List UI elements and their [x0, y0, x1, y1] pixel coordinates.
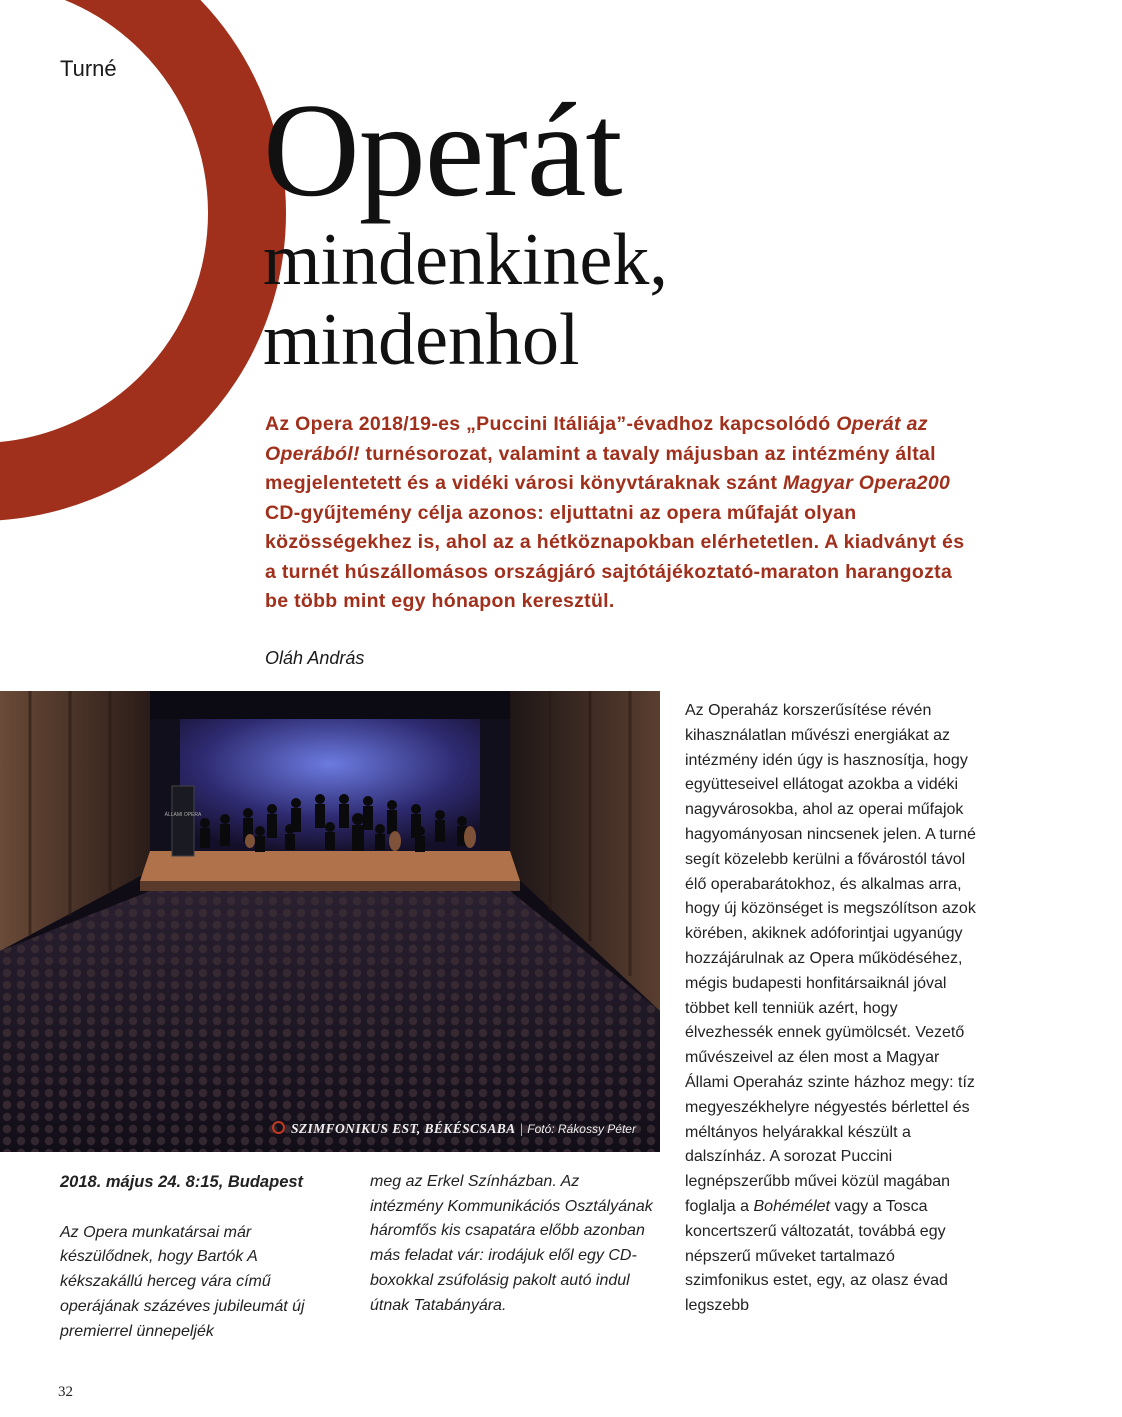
dateline: 2018. május 24. 8:15, Budapest [60, 1173, 304, 1191]
sign-banner [172, 786, 194, 856]
column-2-text: meg az Erkel Színházban. Az intézmény Kommunikációs Osztályának háromfős kis csapatára előbb azonban más feladat vár: irodájuk elől egy CD-boxokkal zsúfolásig pakolt autó indul útnak Tatabányára. [370, 1173, 653, 1314]
lead-text-2: turnésorozat, valamint a tavaly májusban az intézmény által megjelentetett és a vidéki városi könyvtáraknak szánt [265, 442, 936, 494]
column-3-text-1: Az Operaház korszerűsítése révén kihasználatlan művészi energiákat az intézmény idén úgy is hasznosítja, hogy együtteseivel ellátogat azokba a vidéki nagyvárosokba, ahol az operai műfajok hagyományosan nincsenek jelen. A turné segít közelebb kerülni a fővárostól távol élő operabarátokhoz, és alkalmas arra, hogy új közönséget is megszólítson azok körében, akiknek adóforintjai ugyanúgy hozzájárulnak az Opera működéséhez, mégis budapesti honfitársaiknál jóval többet kell tenniük azért, hogy élvezhessék ennek gyümölcsét. Vezető művészeivel az élen most a Magyar Állami Operaház szinte házhoz megy: tíz megyeszékhelyre négyestés bérlettel és méltányos helyárakkal készült a dalszínház. A sorozat Puccini legnépszerűbb művei közül magában foglalja a [685, 702, 976, 1215]
lead-italic-2: Magyar Opera200 [783, 472, 951, 494]
photo-caption [272, 1121, 636, 1137]
article-title [263, 76, 668, 381]
sign-text: ÁLLAMI OPERA [164, 812, 202, 818]
decorative-ring [0, 0, 286, 521]
lead-text-1: Az Opera 2018/19-es „Puccini Itáliája”-évadhoz kapcsolódó [265, 413, 837, 435]
column-3 [685, 699, 980, 1319]
caption-ring-icon [272, 1121, 285, 1134]
column-3-text-2: vagy a Tosca koncertszerű változatát, továbbá egy népszerű műveket tartalmazó szimfonikus estet, egy, az olasz évad legszebb [685, 1197, 948, 1315]
column-1 [60, 1170, 330, 1344]
page-number: 32 [58, 1384, 73, 1400]
section-label: Turné [60, 56, 117, 81]
caption-separator: | [519, 1121, 524, 1136]
title-line-3: mindenhol [263, 299, 580, 381]
author-byline: Oláh András [265, 648, 365, 668]
title-line-1: Operát [263, 76, 622, 224]
stage-floor [140, 851, 520, 881]
column-2 [370, 1170, 655, 1318]
concert-hall-illustration [0, 691, 660, 1152]
photo-credit: Fotó: Rákossy Péter [527, 1122, 636, 1136]
lead-italic-1: Operát az Operából! [265, 413, 928, 465]
title-line-2: mindenkinek, [263, 219, 668, 301]
lead-paragraph [265, 410, 965, 617]
concert-photo [0, 691, 660, 1152]
column-1-text: Az Opera munkatársai már készülődnek, hogy Bartók A kékszakállú herceg vára című operájának százéves jubileumát új premierrel ünnepeljék [60, 1223, 305, 1340]
caption-title: SZIMFONIKUS EST, BÉKÉSCSABA [291, 1121, 516, 1136]
column-3-italic: Bohémélet [753, 1197, 830, 1215]
lead-text-3: CD-gyűjtemény célja azonos: eljuttatni az opera műfaját olyan közösségekhez is, ahol az a hétköznapokban elérhetetlen. A kiadványt és a turnét húszállomásos országjáró sajtótájékoztató-maraton harangozta be több mint egy hónapon keresztül. [265, 501, 965, 612]
